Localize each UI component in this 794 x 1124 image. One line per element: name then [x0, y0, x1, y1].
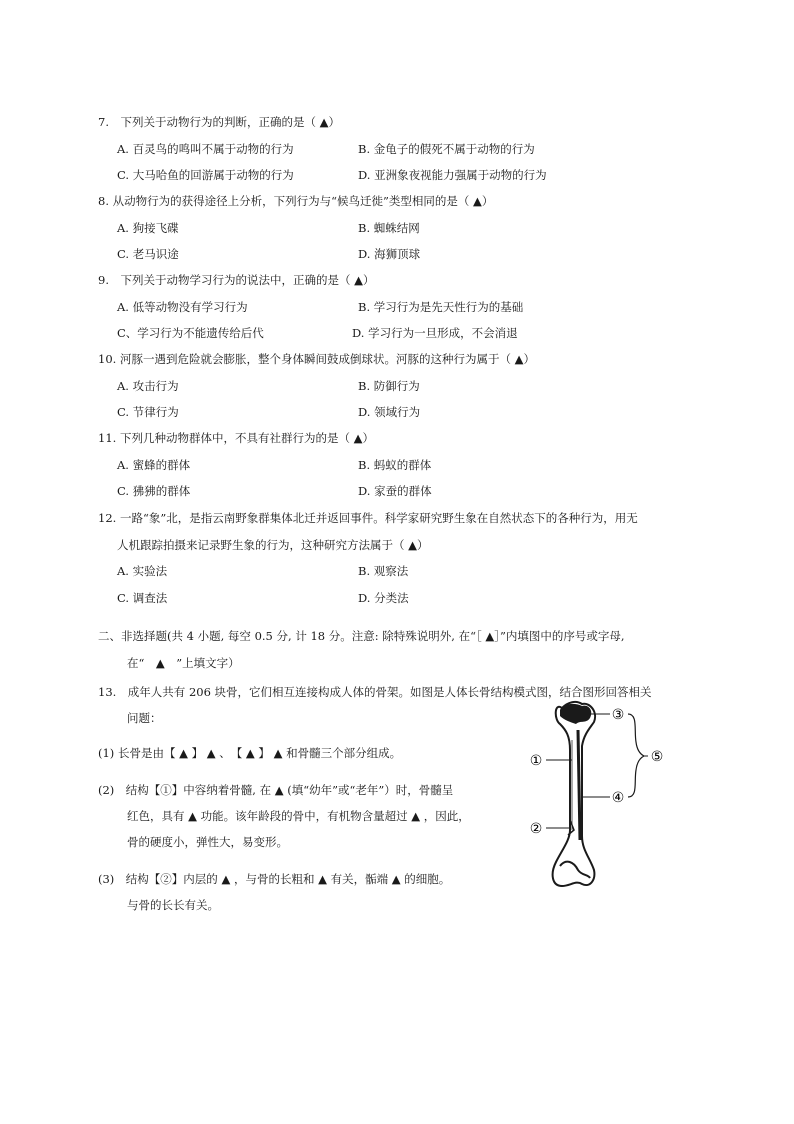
bone-shaft-shading: [578, 730, 580, 840]
q8-option-b: B. 蜘蛛结网: [358, 221, 420, 235]
question-7-stem: 7. 下列关于动物行为的判断，正确的是（ ▲）: [98, 115, 340, 129]
q8-option-d: D. 海狮顶球: [358, 247, 421, 261]
question-12-stem: 12. 一路“象”北，是指云南野象群集体北迁并返回事件。科学家研究野生象在自然状态下的各种行为，用无: [98, 511, 638, 525]
q9-option-b: B. 学习行为是先天性行为的基础: [358, 300, 524, 314]
q7-option-a: A. 百灵鸟的鸣叫不属于动物的行为: [117, 142, 294, 156]
q10-option-d: D. 领域行为: [358, 405, 421, 419]
label-1: ①: [529, 753, 543, 769]
q9-option-d: D. 学习行为一旦形成，不会消退: [352, 326, 518, 340]
q7-option-d: D. 亚洲象夜视能力强属于动物的行为: [358, 168, 547, 182]
question-10-stem: 10. 河豚一遇到危险就会膨胀，整个身体瞬间鼓成倒球状。河豚的这种行为属于（ ▲）: [98, 352, 535, 366]
q11-option-d: D. 家蚕的群体: [358, 484, 432, 498]
q9-option-c: C、学习行为不能遗传给后代: [117, 326, 264, 340]
label-5: ⑤: [650, 749, 664, 765]
q12-option-a: A. 实验法: [117, 564, 168, 578]
q12-option-b: B. 观察法: [358, 564, 409, 578]
q13-part-2-line1: (2) 结构【①】中容纳着骨髓, 在 ▲ (填“幼年”或“老年”）时，骨髓呈: [98, 783, 454, 797]
q13-part-2-line2: 红色，具有 ▲ 功能。该年龄段的骨中，有机物含量超过 ▲ ，因此，: [127, 809, 470, 823]
label-2: ②: [529, 821, 543, 837]
q10-option-c: C. 节律行为: [117, 405, 179, 419]
q13-part-3-line2: 与骨的长长有关。: [127, 898, 219, 912]
question-8-stem: 8. 从动物行为的获得途径上分析，下列行为与“候鸟迁徙”类型相同的是（ ▲）: [98, 194, 494, 208]
q8-option-a: A. 狗接飞碟: [117, 221, 179, 235]
label-3: ③: [611, 707, 625, 723]
q8-option-c: C. 老马识途: [117, 247, 179, 261]
section-2-heading-cont: 在“ ▲ ”上填文字）: [127, 656, 240, 670]
q11-option-b: B. 蚂蚁的群体: [358, 458, 432, 472]
q11-option-c: C. 狒狒的群体: [117, 484, 191, 498]
q11-option-a: A. 蜜蜂的群体: [117, 458, 191, 472]
q7-option-c: C. 大马哈鱼的回游属于动物的行为: [117, 168, 294, 182]
question-13-stem: 13. 成年人共有 206 块骨，它们相互连接构成人体的骨架。如图是人体长骨结构模式图，结合图形回答相关: [98, 685, 652, 699]
question-13-stem-cont: 问题：: [127, 711, 162, 725]
question-9-stem: 9. 下列关于动物学习行为的说法中，正确的是（ ▲）: [98, 273, 375, 287]
question-11-stem: 11. 下列几种动物群体中，不具有社群行为的是（ ▲）: [98, 431, 374, 445]
long-bone-diagram: [490, 690, 680, 900]
q12-option-d: D. 分类法: [358, 591, 409, 605]
q12-option-c: C. 调查法: [117, 591, 168, 605]
brace-5: [628, 714, 644, 797]
section-2-heading: 二、非选择题(共 4 小题, 每空 0.5 分, 计 18 分。注意: 除特殊说明外, 在“［ ▲］”内填图中的序号或字母,: [98, 629, 625, 643]
q9-option-a: A. 低等动物没有学习行为: [117, 300, 248, 314]
question-12-stem-cont: 人机跟踪拍摄来记录野生象的行为，这种研究方法属于（ ▲）: [117, 538, 429, 552]
q10-option-a: A. 攻击行为: [117, 379, 179, 393]
q13-part-3-line1: (3) 结构【②】内层的 ▲ ，与骨的长粗和 ▲ 有关，骺端 ▲ 的细胞。: [98, 872, 451, 886]
q13-part-1: (1) 长骨是由【 ▲ 】 ▲ 、 【 ▲ 】 ▲ 和骨髓三个部分组成。: [98, 746, 402, 760]
label-4: ④: [611, 790, 625, 806]
bone-shape: [553, 702, 595, 886]
q10-option-b: B. 防御行为: [358, 379, 420, 393]
q7-option-b: B. 金龟子的假死不属于动物的行为: [358, 142, 535, 156]
q13-part-2-line3: 骨的硬度小，弹性大，易变形。: [127, 835, 288, 849]
long-bone-illustration: [490, 690, 680, 900]
